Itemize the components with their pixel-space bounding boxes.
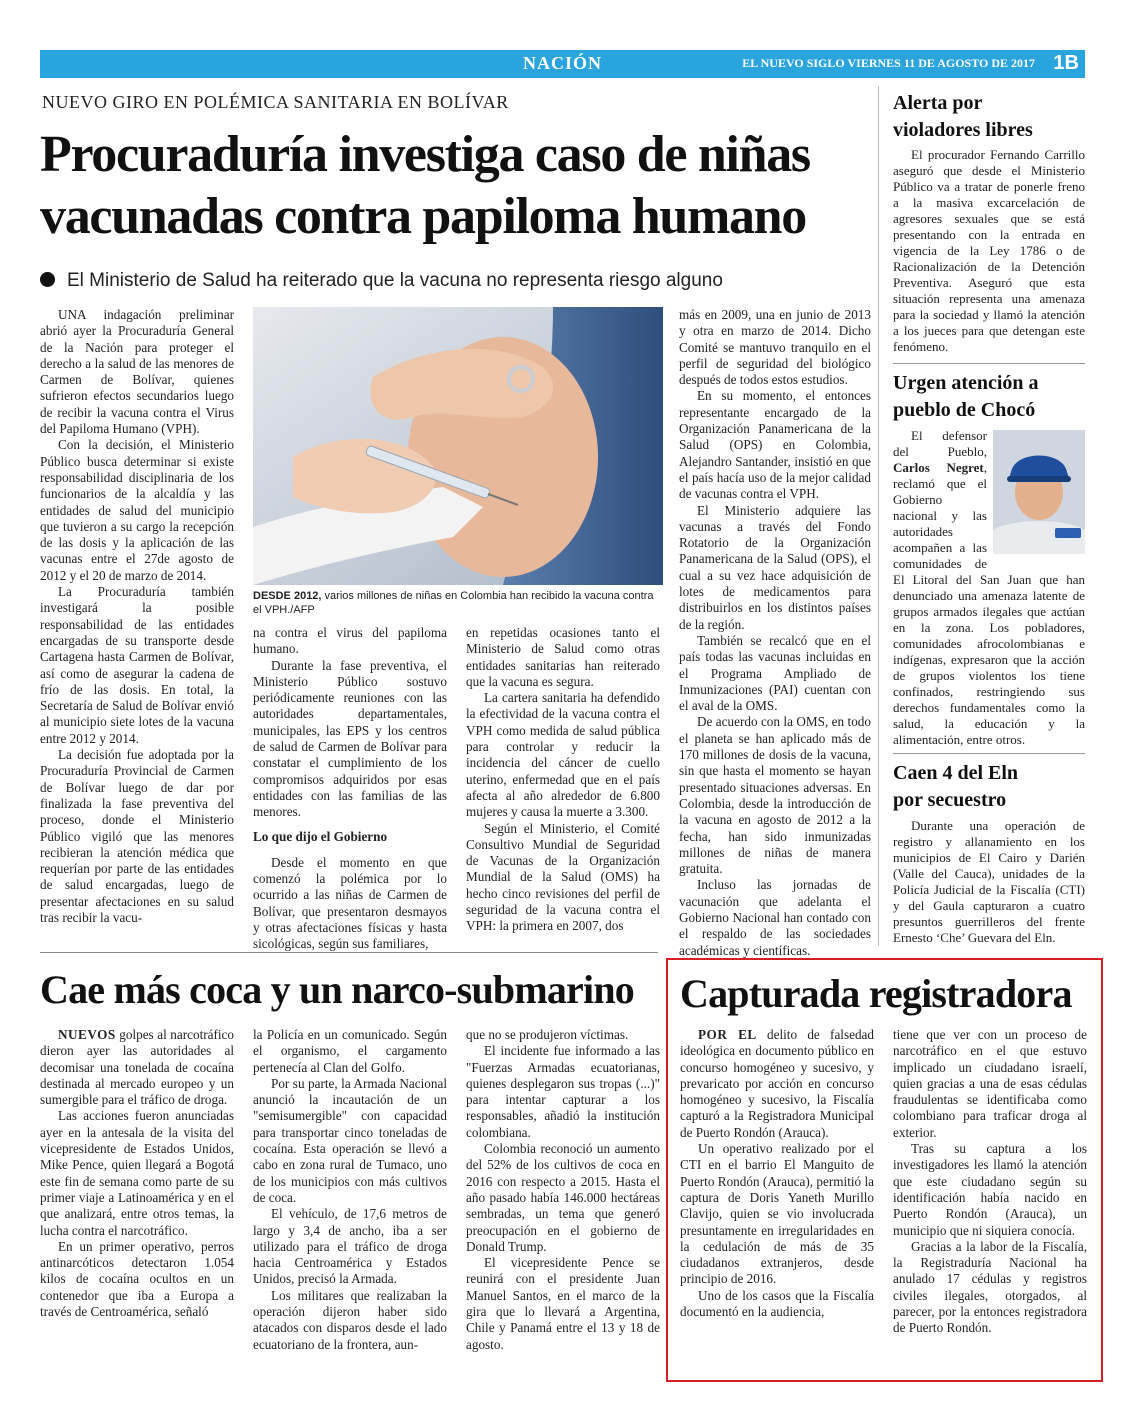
main-subhead bbox=[40, 270, 723, 292]
text-run: delito de falsedad ideológica en documento público en concurso homogéneo y sucesivo, y prevaricato por acción en concurso homogéneo y sucesivo, la Fiscalía capturó a la Registradora Municipal de Puerto Rondón (Arauca). bbox=[680, 1027, 874, 1140]
dateline: EL NUEVO SIGLO VIERNES 11 DE AGOSTO DE 2017 bbox=[742, 56, 1035, 70]
portrait-photo bbox=[993, 430, 1085, 554]
paragraph: Por su parte, la Armada Nacional anunció la incautación de un "semisumergible" con capacidad para transportar cinco toneladas de cocaína. Esta operación se llevó a cabo en zona rural de Tumaco, uno de los municipios con más cultivos de coca. bbox=[253, 1075, 447, 1205]
main-column-3 bbox=[466, 625, 660, 947]
paragraph: La decisión fue adoptada por la Procuraduría Provincial de Carmen de Bolívar luego de dar por finalizada la fase preventiva del proceso, donde el Ministerio Público vigiló que las menores recibieran la atención médica que requerían por parte de las entidades de salud encargadas, luego de presentar afectaciones en su salud tras recibir la vacu- bbox=[40, 747, 234, 925]
story-divider bbox=[40, 952, 658, 953]
sidebar-brief-text bbox=[893, 428, 1085, 748]
lead-word: POR EL bbox=[698, 1027, 757, 1042]
paragraph bbox=[680, 1027, 874, 1141]
main-headline bbox=[40, 124, 870, 249]
paragraph: en repetidas ocasiones tanto el Ministerio de Salud como otras entidades sanitarias han reiterado que la vacuna es segura. bbox=[466, 625, 660, 689]
paragraph: Colombia reconoció un aumento del 52% de los cultivos de coca en 2016 con respecto a 2015. Hasta el año pasado había 146.000 hectáreas sembradas, un tema que generó preocupación en el gobierno de Donald Trump. bbox=[466, 1141, 660, 1254]
paragraph: El Ministerio adquiere las vacunas a través del Fondo Rotatorio de la Organización Panamericana de la Salud (OPS), el cual a su vez hace adquisición de lotes de medicamentos para distribuirlos en los distintos países de la región. bbox=[679, 502, 871, 632]
title-line: Alerta por bbox=[893, 92, 983, 114]
main-column-4 bbox=[679, 307, 871, 958]
vaccination-image bbox=[253, 307, 663, 585]
title-line: violadores libres bbox=[893, 119, 1033, 141]
title-line: Caen 4 del Eln bbox=[893, 762, 1019, 784]
paragraph: Uno de los casos que la Fiscalía documentó en la audiencia, bbox=[680, 1287, 874, 1320]
paragraph: Durante una operación de registro y allanamiento en los municipios de El Cairo y Darién (Valle del Cauca), unidades de la Policía Judicial de la Fiscalía (CTI) y del Gaula capturaron a cuatro presuntos guerrilleros del frente Ernesto ‘Che’ Guevara del Eln. bbox=[893, 818, 1085, 945]
coca-column-3 bbox=[466, 1027, 660, 1377]
text-run: golpes al narcotráfico dieron ayer las autoridades al decomisar una tonelada de cocaína destinada al mercado europeo y un sumergible para el tráfico de droga. bbox=[40, 1027, 234, 1108]
sidebar-brief-title bbox=[893, 90, 1033, 144]
caption-lead: DESDE 2012, bbox=[253, 590, 322, 602]
sidebar-brief-title bbox=[893, 760, 1018, 814]
paragraph: Desde el momento en que comenzó la polémica por lo ocurrido a las niñas de Carmen de Bolívar, que presentaron desmayos y otras afectaciones físicas y hasta sicológicas, según sus familiares, bbox=[253, 854, 447, 952]
paragraph: En un primer operativo, perros antinarcóticos detectaron 1.054 kilos de cocaína ocultos en un contenedor que iba a Europa a través de Centroamérica, señaló bbox=[40, 1238, 234, 1320]
person-name: Carlos Negret bbox=[893, 460, 984, 475]
paragraph: En su momento, el entonces representante encargado de la Organización Panamericana de la Salud (OPS) en Colombia, Alejandro Santander, insistió en que el país hacía uso de la mejor calidad de vacunas contra el VPH. bbox=[679, 388, 871, 502]
bullet-icon bbox=[40, 272, 55, 287]
title-line: pueblo de Chocó bbox=[893, 399, 1036, 421]
paragraph: La Procuraduría también investigará la posible responsabilidad de las entidades encargadas de su transporte desde Cartagena hasta Carmen de Bolívar, así como de asegurar la cadena de frío de las dosis. En total, la Secretaría de Salud de Bolívar envió al municipio siete lotes de la vacuna entre 2012 y 2014. bbox=[40, 584, 234, 746]
paragraph: Los militares que realizaban la operación dijeron haber sido atacados con disparos desde el lado ecuatoriano de la frontera, aun- bbox=[253, 1287, 447, 1352]
vaccination-photo bbox=[253, 307, 663, 585]
main-headline-line-1: Procuraduría investiga caso de niñas bbox=[40, 126, 810, 183]
text-run: El defensor del Pueblo, bbox=[893, 428, 987, 459]
sidebar-brief-text bbox=[893, 147, 1085, 357]
paragraph: Incluso las jornadas de vacunación que adelanta el Gobierno Nacional han contado con el respaldo de las sociedades académicas y científicas. bbox=[679, 877, 871, 958]
main-column-2 bbox=[253, 625, 447, 952]
main-column-1 bbox=[40, 307, 234, 947]
sidebar-brief-title bbox=[893, 370, 1039, 424]
lead-word: NUEVOS bbox=[58, 1027, 116, 1042]
paragraph: la Policía en un comunicado. Según el organismo, el cargamento pertenecía al Clan del Golfo. bbox=[253, 1027, 447, 1075]
main-headline-line-2: vacunadas contra papiloma humano bbox=[40, 188, 806, 246]
paragraph: También se recalcó que en el país todas las vacunas incluidas en el Programa Ampliado de Inmunizaciones (PAI) cuentan con el aval de la OMS. bbox=[679, 632, 871, 714]
main-subhead-text: El Ministerio de Salud ha reiterado que la vacuna no representa riesgo alguno bbox=[67, 270, 723, 291]
brief-separator bbox=[893, 753, 1085, 754]
paragraph: que no se produjeron víctimas. bbox=[466, 1027, 629, 1042]
paragraph: Gracias a la labor de la Fiscalía, la Registraduría Nacional ha anulado 17 cédulas y registros civiles ilegales, otorgados, al parecer, por la entonces registradora de Puerto Rondón. bbox=[893, 1238, 1087, 1336]
section-name: NACIÓN bbox=[522, 53, 602, 73]
paragraph: Según el Ministerio, el Comité Consultivo Mundial de Seguridad de Vacunas de la Organización Mundial de la Salud (OMS) ha hecho cinco revisiones del perfil de seguridad de la vacuna contra el VPH: la primera en 2007, dos bbox=[466, 820, 660, 934]
portrait-image bbox=[993, 430, 1085, 554]
column-subheading: Lo que dijo el Gobierno bbox=[253, 828, 388, 844]
coca-column-1 bbox=[40, 1027, 234, 1377]
section-header-bar bbox=[40, 50, 1085, 78]
sidebar-divider bbox=[878, 86, 879, 946]
paragraph: Las acciones fueron anunciadas ayer en la antesala de la visita del vicepresidente de Estados Unidos, Mike Pence, quien llegará a Bogotá este fin de semana como parte de su primer viaje a Latinoamérica y en el que analizará, entre otros temas, la lucha contra el narcotráfico. bbox=[40, 1108, 234, 1238]
coca-headline: Cae más coca y un narco-submarino bbox=[40, 967, 634, 1012]
paragraph: La cartera sanitaria ha defendido la efectividad de la vacuna contra el VPH como medida de salud pública para controlar y reducir la incidencia del cáncer de cuello uterino, enfermedad que en el país afecta al año alrededor de 6.800 mujeres y causa la muerte a 3.300. bbox=[466, 690, 660, 820]
paragraph: Tras su captura a los investigadores les llamó la atención que este ciudadano según su identificación había nacido en Puerto Rondón (Arauca), un municipio que ni siquiera conocía. bbox=[893, 1141, 1087, 1238]
paragraph: tiene que ver con un proceso de narcotráfico en el que estuvo implicado un ciudadano israelí, quien gracias a una de esas cédulas fraudulentas se identificaba como colombiano para traficar droga al exterior. bbox=[893, 1027, 1087, 1140]
title-line: por secuestro bbox=[893, 789, 1007, 811]
paragraph: De acuerdo con la OMS, en todo el planeta se han aplicado más de 170 millones de dosis de la vacuna, sin que hasta el momento se hayan presentado situaciones adversas. En Colombia, desde la introducción de la vacuna en agosto de 2012 a la fecha, han sido inmunizadas millones de niñas de manera gratuita. bbox=[679, 714, 871, 877]
paragraph: El vicepresidente Pence se reunirá con el presidente Juan Manuel Santos, en el marco de la gira que lo llevará a Argentina, Chile y Panamá entre el 13 y 18 de agosto. bbox=[466, 1255, 660, 1352]
brief-separator bbox=[893, 363, 1085, 364]
sidebar-brief-text bbox=[893, 818, 1085, 950]
photo-caption bbox=[253, 589, 663, 617]
paragraph: El vehículo, de 17,6 metros de largo y 3,4 de ancho, iba a ser utilizado para el tráfico de droga hacia Centroamérica y Estados Unidos, precisó la Armada. bbox=[253, 1206, 447, 1287]
paragraph: El incidente fue informado a las "Fuerzas Armadas ecuatorianas, quienes desplegaron sus tropas (...)" para intentar capturar a los responsables, añadió la institución colombiana. bbox=[466, 1043, 660, 1140]
paragraph: más en 2009, una en junio de 2013 y otra en marzo de 2014. Dicho Comité se mantuvo tranquilo en el perfil de seguridad del biológico después de todos estos estudios. bbox=[679, 307, 871, 388]
paragraph: Con la decisión, el Ministerio Público busca determinar si existe responsabilidad disciplinaria de los funcionarios de la alcaldía y las entidades de salud del municipio que tuvieron a su cargo la recepción de las dosis y la aplicación de las vacunas entre el 27de agosto de 2012 y el 20 de marzo de 2014. bbox=[40, 437, 234, 583]
paragraph: Un operativo realizado por el CTI en el barrio El Manguito de Puerto Rondón (Arauca), permitió la captura de Doris Yaneth Murillo Clavijo, quien se vio involucrada presuntamente en irregularidades en la cedulación de más de 35 ciudadanos extranjeros, desde principio de 2016. bbox=[680, 1141, 874, 1287]
title-line: Urgen atención a bbox=[893, 372, 1039, 394]
registradora-headline: Capturada registradora bbox=[680, 971, 1072, 1016]
story-kicker: NUEVO GIRO EN POLÉMICA SANITARIA EN BOLÍVAR bbox=[42, 92, 509, 112]
paragraph bbox=[40, 1027, 234, 1108]
paragraph: na contra el virus del papiloma humano. bbox=[253, 625, 447, 657]
caption-text: varios millones de niñas en Colombia han recibido la vacuna contra el VPH./AFP bbox=[253, 590, 654, 616]
paragraph: UNA indagación preliminar abrió ayer la Procuraduría General de la Nación para proteger el derecho a la salud de las menores de Carmen de Bolívar, quienes sufrieron efectos secundarios luego de recibir la vacuna contra el Virus del Papiloma Humano (VPH). bbox=[40, 307, 234, 437]
paragraph: Durante la fase preventiva, el Ministerio Público sostuvo periódicamente reuniones con las autoridades departamentales, municipales, las EPS y los centros de salud de Carmen de Bolívar para constatar el cumplimiento de los compromisos adquiridos por esas entidades con las familias de las menores. bbox=[253, 657, 447, 820]
paragraph: El procurador Fernando Carrillo aseguró que desde el Ministerio Público va a tratar de ponerle freno a la masiva excarcelación de agresores sexuales que se está presentando con la entrada en vigencia de la Ley 1786 o de Racionalización de la Detención Preventiva. Aseguró que esta situación representa una amenaza para la sociedad y llamó la atención a los jueces para que detengan este fenómeno. bbox=[893, 147, 1085, 354]
registradora-column-2 bbox=[893, 1027, 1087, 1372]
registradora-column-1 bbox=[680, 1027, 874, 1372]
coca-column-2 bbox=[253, 1027, 447, 1377]
text-run: , reclamó que el Gobierno nacional y las autoridades acompañen a las comunidades de El Litoral del San Juan que han denunciado una amenaza latente de grupos armados ilegales que actúan en la zona. Los pobladores, comunidades afrocolombianas e indígenas, expresaron que la acción de grupos violentos los tiene confinados, restringiendo sus derechos fundamentales como la salud, la educación y la alimentación, entre otros. bbox=[893, 460, 1085, 747]
page-number: 1B bbox=[1053, 52, 1079, 74]
